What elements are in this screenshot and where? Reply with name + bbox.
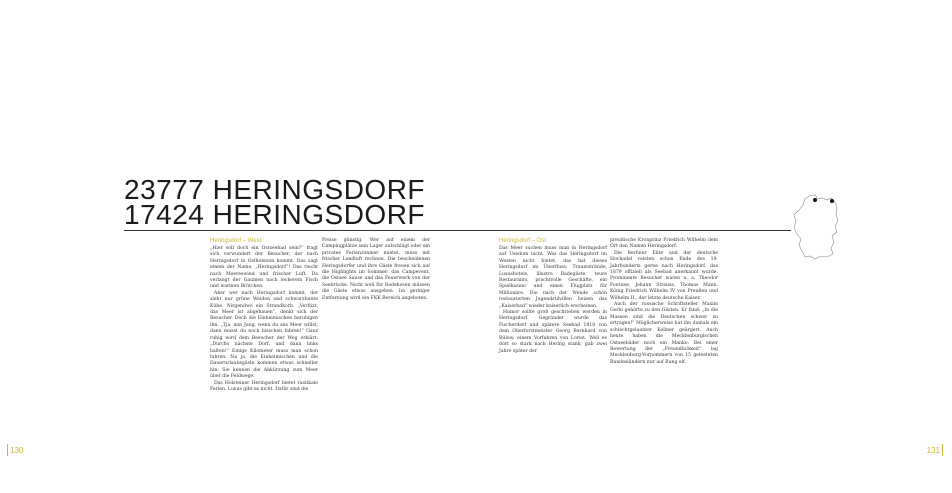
germany-outline bbox=[794, 195, 838, 259]
page-marker-right bbox=[942, 444, 943, 456]
paragraph: „Hier soll doch ein Ostseebad sein?“ fragt sich verwundert der Besucher, der nach Heringsdorf in Ostholstein kommt. Das sagt einem der Name, „Heringsdorf“! Das riecht nach Meereswind und frischer Luft. Da verlangt der Gaumen nach leckerem Fisch und warmen Brötchen. bbox=[210, 246, 318, 290]
paragraph: Das Meer suchen muss man in Heringsdorf auf Usedom nicht. Was das Heringsdorf im Westen nicht bietet, das hat dieses Heringsdorf im Überfluss: Traumstrände, Luxushotels, illustre Badegäste, teure Restaurants, prachtvolle Geschäfte, ein Spielkasino und einen Flugplatz für Millionäre. Die nach der Wende schön restaurierten Jugendstilvillen heizen das „Kaiserbad“ wieder kaiserlich erscheinen. bbox=[499, 246, 607, 309]
page-marker-left bbox=[7, 444, 8, 456]
heading-line-2: 17424 HERINGSDORF bbox=[124, 199, 426, 230]
germany-map-icon bbox=[791, 193, 841, 261]
subtitle-east: Heringsdorf – Ost bbox=[499, 238, 547, 244]
paragraph: Das Holsteiner Heringsdorf bietet rustikale Ferien. Luxus gibt es nicht. Dafür sind die bbox=[210, 380, 318, 392]
heringsdorf-east-marker bbox=[830, 199, 834, 203]
subtitle-west: Heringsdorf – West bbox=[210, 238, 262, 244]
page-number-left: 130 bbox=[10, 446, 24, 455]
paragraph: Die Berliner Elite und der deutsche Hochadel reisten schon Ende des 19. Jahrhunderts gerne nach Heringsdorf, das 1879 offiziell als Seebad anerkannt wurde. Prominente Besucher waren u. a. Theodor Fontane, Johann Strauss, Thomas Mann, König Friedrich Wilhelm IV von Preußen und Wilhelm II., der letzte deutsche Kaiser. bbox=[610, 250, 718, 301]
paragraph: Auch der russische Schriftsteller Maxim Gorki gehörte zu den Gästen. Er fand: „In die Massen sind die Deutschen schwer zu ertragen!“ Möglicherweise hat ihn damals ein schlechtgelaunter Kellner geärgert. Auch heute haben die Mecklenburgischen Ostseebäder noch ein Manko: Bei einer Bewertung der „Freundlichkeit“ lag Mecklenburg-Vorpommern von 15 getesteten Bundesländern nur auf Rang elf. bbox=[610, 302, 718, 365]
column-east-2 bbox=[610, 238, 718, 366]
column-west-1 bbox=[210, 238, 318, 393]
paragraph: Aber wer nach Heringsdorf kommt, der sieht nur grüne Weiden und schwarzbunte Kühe. Nirgendwo ein Strandkorb. „Verflixt, das Meer ist abgehauen“, denkt sich der Besucher. Doch die Einheimischen beruhigen ihn. „Tja, min Jung, wenn du ans Meer willst, dann musst du noch bisschen fahren!“ Ganz ruhig wird dem Besucher der Weg erklärt: „Durchs nächste Dorf, und dann links halten!“ Einige Kilometer muss man schon fahren. Na ja, die Einheimischen und die Dauerurlaubsgäste kommen etwas schneller hin: Sie kennen die Abkürzung zum Meer über die Feldwege. bbox=[210, 290, 318, 380]
heading-line-1: 23777 HERINGSDORF bbox=[124, 174, 426, 205]
page-number-right: 131 bbox=[926, 446, 940, 455]
heringsdorf-west-marker bbox=[813, 198, 817, 202]
column-east-1 bbox=[499, 238, 607, 355]
heading-rule bbox=[124, 230, 791, 231]
column-west-2 bbox=[322, 238, 430, 302]
paragraph: Humor sollte groß geschrieben werden in Heringsdorf. Gegründet wurde das Fischerdorf und spätere Seebad 1818 von dem Oberforstmeister Georg Bernhard von Bülow, einem Vorfahren von Loriot. Weil es dort so stark nach Hering stank, gab zwei Jahre später der bbox=[499, 310, 607, 354]
paragraph: preußische Kronprinz Friedrich Wilhelm dem Ort den Namen Heringsdorf. bbox=[610, 238, 718, 250]
paragraph: Preise günstig. Wer auf einem der Campingplätze sein Lager aufschlägt oder ein privates Ferienzimmer mietet, muss mit frischer Landluft rechnen. Die bescheidenen Heringsdorfer und ihre Gäste freuen sich auf die Highlights im Sommer: das Campevent, die Ostsee Sause und das Feuerwerk von der Seebrücke. Nicht weil für Badehosen müssen die Gäste etwas ausgeben. Im geringer Entfernung wird ein FKK Bereich angeboten. bbox=[322, 238, 430, 301]
